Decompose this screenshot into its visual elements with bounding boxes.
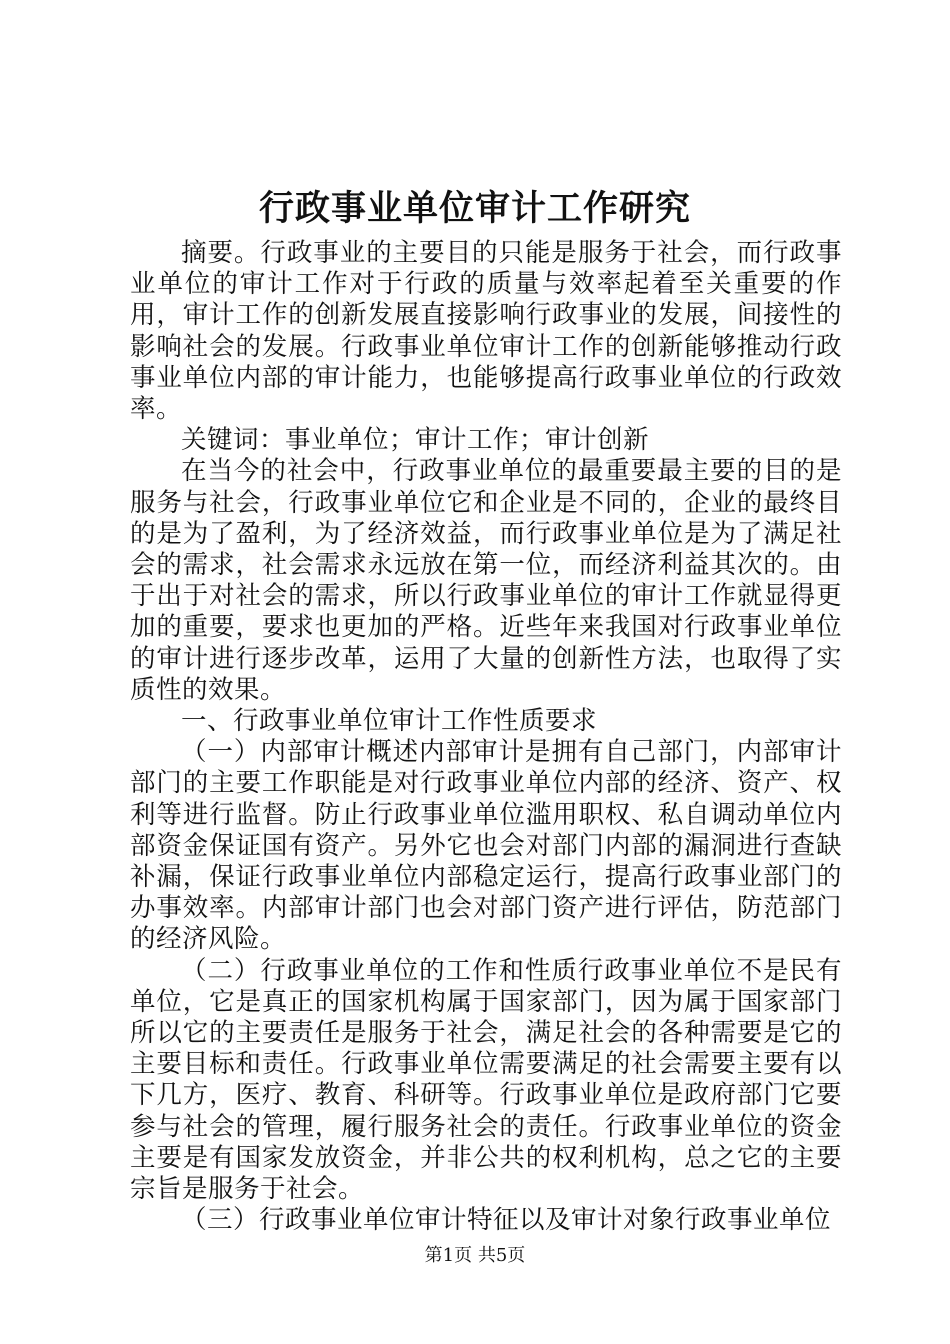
keywords-paragraph: 关键词：事业单位；审计工作；审计创新 bbox=[181, 425, 650, 456]
page-footer: 第1页 共5页 bbox=[424, 1245, 526, 1266]
subsection-paragraph-3: （三）行政事业单位审计特征以及审计对象行政事业单位 bbox=[181, 1205, 832, 1236]
subsection-paragraph-2: （二）行政事业单位的工作和性质行政事业单位不是民有单位，它是真正的国家机构属于国家部门，因为属于国家部门所以它的主要责任是服务于社会，满足社会的各种需要是它的主要目标和责任。行政事业单位需要满足的社会需要主要有以下几方，医疗、教育、科研等。行政事业单位是政府部门它要参与社会的管理，履行服务社会的责任。行政事业单位的资金主要是有国家发放资金，并非公共的权利机构，总之它的主要宗旨是服务于社会。 bbox=[130, 955, 842, 1205]
section-heading: 一、行政事业单位审计工作性质要求 bbox=[181, 706, 598, 737]
intro-paragraph: 在当今的社会中，行政事业单位的最重要最主要的目的是服务与社会，行政事业单位它和企业是不同的，企业的最终目的是为了盈利，为了经济效益，而行政事业单位是为了满足社会的需求，社会需求永远放在第一位，而经济利益其次的。由于出于对社会的需求，所以行政事业单位的审计工作就显得更加的重要，要求也更加的严格。近些年来我国对行政事业单位的审计进行逐步改革，运用了大量的创新性方法，也取得了实质性的效果。 bbox=[130, 456, 842, 705]
document-title: 行政事业单位审计工作研究 bbox=[258, 188, 691, 229]
abstract-paragraph: 摘要。行政事业的主要目的只能是服务于社会，而行政事业单位的审计工作对于行政的质量与效率起着至关重要的作用，审计工作的创新发展直接影响行政事业的发展，间接性的影响社会的发展。行政事业单位审计工作的创新能够推动行政事业单位内部的审计能力，也能够提高行政事业单位的行政效率。 bbox=[130, 238, 842, 425]
subsection-paragraph-1: （一）内部审计概述内部审计是拥有自己部门，内部审计部门的主要工作职能是对行政事业单位内部的经济、资产、权利等进行监督。防止行政事业单位滥用职权、私自调动单位内部资金保证国有资产。另外它也会对部门内部的漏洞进行查缺补漏，保证行政事业单位内部稳定运行，提高行政事业部门的办事效率。内部审计部门也会对部门资产进行评估，防范部门的经济风险。 bbox=[130, 737, 842, 955]
document-body bbox=[130, 238, 842, 1237]
